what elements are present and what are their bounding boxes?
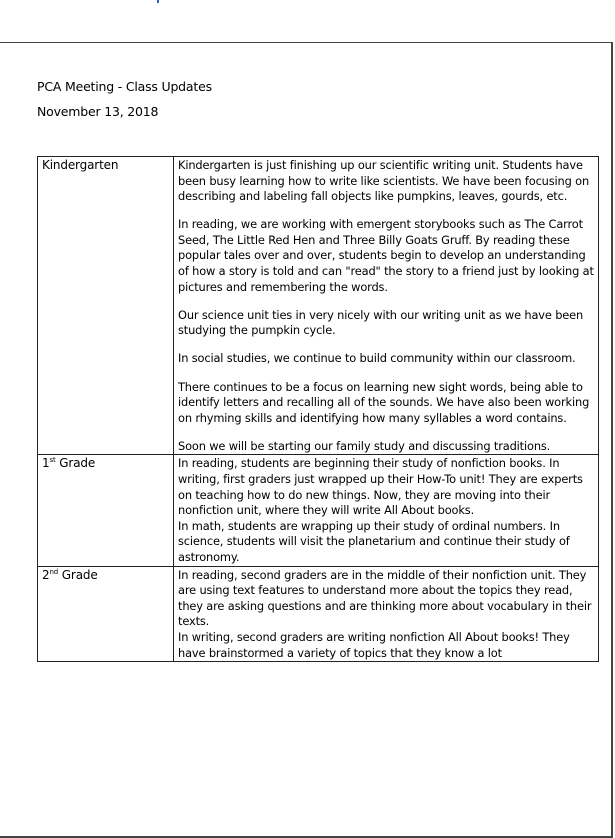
update-paragraph: In reading, second graders are in the middle of their nonfiction unit. They are using text features to understand more about the topics they read, they are asking questions and are thinking more about vocabulary in their texts. xyxy=(178,567,592,629)
update-paragraph: In math, students are wrapping up their study of ordinal numbers. In science, students will visit the planetarium and continue their study of astronomy. xyxy=(178,518,570,564)
class-updates-table xyxy=(37,156,599,662)
grade-number: 1 xyxy=(42,456,50,471)
grade-ordinal-suffix: nd xyxy=(49,567,59,576)
update-cell xyxy=(174,455,599,566)
document-date: November 13, 2018 xyxy=(37,104,159,119)
update-paragraph: In reading, we are working with emergent storybooks such as The Carrot Seed, The Little Red Hen and Three Billy Goats Gruff. By reading these popular tales over and over, students begin to develop an understanding of how a story is told and can "read" the story to a friend just by looking at pictures and remembering the words. xyxy=(178,217,594,294)
update-paragraph: There continues to be a focus on learning new sight words, being able to identify letters and recalling all of the sounds. We have also been working on rhyming skills and identifying how many syllables a word contains. xyxy=(178,379,590,425)
update-paragraph: In social studies, we continue to build community within our classroom. xyxy=(178,351,576,366)
update-paragraph: In reading, students are beginning their study of nonfiction books. In writing, first graders just wrapped up their How-To unit! They are experts on teaching how to do new things. Now, they are moving into their nonfiction unit, where they will write All About books. xyxy=(178,456,583,518)
update-paragraph: In writing, second graders are writing nonfiction All About books! They have brainstormed a variety of topics that they know a lot xyxy=(178,629,570,660)
document-page xyxy=(0,42,613,838)
table-row-kindergarten xyxy=(38,157,599,455)
grade-cell xyxy=(38,566,174,662)
grade-word: Grade xyxy=(61,567,98,582)
grade-label: Kindergarten xyxy=(42,158,119,172)
grade-number: 2 xyxy=(42,567,50,582)
grade-word: Grade xyxy=(59,456,96,471)
grade-cell xyxy=(38,455,174,566)
stray-mark xyxy=(157,0,159,3)
update-cell xyxy=(174,157,599,455)
grade-ordinal-suffix: st xyxy=(49,456,56,465)
table-row-2nd-grade xyxy=(38,566,599,662)
update-paragraph: Soon we will be starting our family study and discussing traditions. xyxy=(178,438,551,453)
grade-cell xyxy=(38,157,174,455)
update-cell xyxy=(174,566,599,662)
document-title: PCA Meeting - Class Updates xyxy=(37,79,212,94)
update-paragraph: Kindergarten is just finishing up our scientific writing unit. Students have been busy learning how to write like scientists. We have been focusing on describing and labeling fall objects like pumpkins, leaves, gourds, etc. xyxy=(178,158,590,204)
table-row-1st-grade xyxy=(38,455,599,566)
update-paragraph: Our science unit ties in very nicely with our writing unit as we have been studying the pumpkin cycle. xyxy=(178,307,584,338)
